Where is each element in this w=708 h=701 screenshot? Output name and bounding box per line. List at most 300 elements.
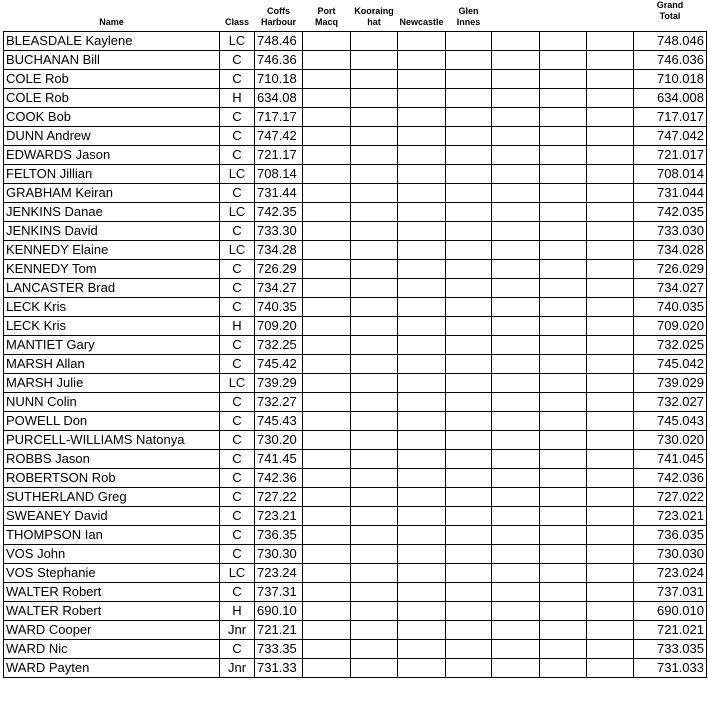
cell-name: BLEASDALE Kaylene [4,32,220,51]
cell-grand-total: 726.029 [634,260,707,279]
cell-grand-total: 730.030 [634,545,707,564]
cell-kooraing-hat [351,184,398,203]
cell-blank-3 [587,127,634,146]
cell-grand-total: 734.028 [634,241,707,260]
cell-grand-total: 740.035 [634,298,707,317]
cell-grand-total: 690.010 [634,602,707,621]
cell-newcastle [398,526,446,545]
cell-port-macq [303,89,351,108]
cell-blank-3 [587,70,634,89]
cell-kooraing-hat [351,260,398,279]
cell-name: WARD Nic [4,640,220,659]
table-row [4,336,707,355]
cell-kooraing-hat [351,583,398,602]
cell-coffs-harbour: 721.17 [255,146,303,165]
cell-grand-total: 710.018 [634,70,707,89]
cell-newcastle [398,431,446,450]
cell-blank-1 [492,507,540,526]
cell-blank-2 [540,469,587,488]
cell-glen-innes [446,279,492,298]
cell-grand-total: 741.045 [634,450,707,469]
cell-port-macq [303,108,351,127]
table-row [4,488,707,507]
cell-blank-2 [540,412,587,431]
cell-newcastle [398,469,446,488]
cell-blank-3 [587,659,634,678]
table-row [4,241,707,260]
cell-blank-2 [540,564,587,583]
cell-coffs-harbour: 730.30 [255,545,303,564]
cell-grand-total: 730.020 [634,431,707,450]
cell-coffs-harbour: 717.17 [255,108,303,127]
cell-kooraing-hat [351,640,398,659]
cell-newcastle [398,165,446,184]
cell-grand-total: 709.020 [634,317,707,336]
cell-blank-3 [587,32,634,51]
cell-coffs-harbour: 732.27 [255,393,303,412]
cell-blank-2 [540,222,587,241]
cell-newcastle [398,621,446,640]
cell-blank-3 [587,412,634,431]
cell-grand-total: 742.036 [634,469,707,488]
table-row [4,184,707,203]
table-row [4,526,707,545]
cell-kooraing-hat [351,51,398,70]
cell-class: C [220,260,255,279]
cell-glen-innes [446,545,492,564]
cell-coffs-harbour: 727.22 [255,488,303,507]
cell-newcastle [398,108,446,127]
cell-blank-1 [492,621,540,640]
cell-blank-2 [540,602,587,621]
header-kooraing-hat: Kooraing hat [354,6,394,27]
cell-kooraing-hat [351,165,398,184]
cell-grand-total: 748.046 [634,32,707,51]
cell-glen-innes [446,640,492,659]
cell-blank-3 [587,450,634,469]
cell-blank-3 [587,298,634,317]
cell-glen-innes [446,32,492,51]
cell-newcastle [398,602,446,621]
cell-grand-total: 746.036 [634,51,707,70]
table-row [4,640,707,659]
cell-kooraing-hat [351,431,398,450]
cell-port-macq [303,317,351,336]
cell-blank-1 [492,260,540,279]
cell-blank-2 [540,184,587,203]
cell-blank-1 [492,203,540,222]
cell-blank-3 [587,526,634,545]
header-name: Name [99,17,124,27]
table-row [4,260,707,279]
cell-name: ROBERTSON Rob [4,469,220,488]
cell-glen-innes [446,127,492,146]
cell-grand-total: 732.027 [634,393,707,412]
cell-grand-total: 723.024 [634,564,707,583]
cell-coffs-harbour: 710.18 [255,70,303,89]
table-row [4,412,707,431]
cell-newcastle [398,564,446,583]
cell-blank-2 [540,431,587,450]
cell-port-macq [303,32,351,51]
cell-blank-3 [587,89,634,108]
cell-class: C [220,469,255,488]
cell-blank-2 [540,545,587,564]
cell-port-macq [303,279,351,298]
cell-blank-3 [587,393,634,412]
cell-class: C [220,127,255,146]
cell-grand-total: 731.033 [634,659,707,678]
cell-newcastle [398,545,446,564]
cell-coffs-harbour: 739.29 [255,374,303,393]
cell-blank-2 [540,450,587,469]
cell-coffs-harbour: 747.42 [255,127,303,146]
cell-glen-innes [446,450,492,469]
cell-name: LECK Kris [4,317,220,336]
cell-kooraing-hat [351,108,398,127]
cell-blank-2 [540,70,587,89]
cell-coffs-harbour: 721.21 [255,621,303,640]
cell-coffs-harbour: 723.24 [255,564,303,583]
cell-port-macq [303,70,351,89]
cell-class: C [220,336,255,355]
cell-coffs-harbour: 745.42 [255,355,303,374]
cell-name: WARD Payten [4,659,220,678]
cell-class: C [220,355,255,374]
cell-blank-3 [587,203,634,222]
cell-glen-innes [446,108,492,127]
cell-kooraing-hat [351,222,398,241]
cell-grand-total: 721.021 [634,621,707,640]
cell-kooraing-hat [351,146,398,165]
cell-grand-total: 733.035 [634,640,707,659]
cell-blank-1 [492,583,540,602]
cell-blank-2 [540,279,587,298]
cell-name: FELTON Jillian [4,165,220,184]
cell-kooraing-hat [351,203,398,222]
cell-kooraing-hat [351,564,398,583]
cell-class: Jnr [220,659,255,678]
cell-newcastle [398,32,446,51]
table-row [4,450,707,469]
cell-newcastle [398,374,446,393]
header-blank-1 [492,0,540,32]
table-row [4,374,707,393]
cell-blank-1 [492,526,540,545]
cell-grand-total: 708.014 [634,165,707,184]
cell-newcastle [398,222,446,241]
cell-coffs-harbour: 634.08 [255,89,303,108]
table-row [4,127,707,146]
header-row [4,0,707,32]
cell-blank-1 [492,89,540,108]
cell-coffs-harbour: 733.35 [255,640,303,659]
table-row [4,621,707,640]
cell-kooraing-hat [351,89,398,108]
cell-coffs-harbour: 736.35 [255,526,303,545]
cell-glen-innes [446,336,492,355]
cell-name: SWEANEY David [4,507,220,526]
cell-blank-1 [492,127,540,146]
cell-port-macq [303,545,351,564]
cell-glen-innes [446,222,492,241]
cell-newcastle [398,507,446,526]
cell-blank-1 [492,184,540,203]
table-row [4,70,707,89]
cell-class: LC [220,241,255,260]
cell-class: C [220,298,255,317]
cell-glen-innes [446,355,492,374]
cell-blank-1 [492,336,540,355]
cell-coffs-harbour: 709.20 [255,317,303,336]
cell-port-macq [303,488,351,507]
cell-class: H [220,317,255,336]
cell-newcastle [398,583,446,602]
cell-blank-2 [540,317,587,336]
cell-newcastle [398,241,446,260]
cell-class: C [220,507,255,526]
cell-class: C [220,393,255,412]
cell-class: C [220,70,255,89]
cell-coffs-harbour: 734.27 [255,279,303,298]
cell-blank-1 [492,222,540,241]
results-sheet [3,0,707,678]
cell-blank-3 [587,564,634,583]
cell-newcastle [398,450,446,469]
cell-grand-total: 745.043 [634,412,707,431]
cell-port-macq [303,469,351,488]
cell-blank-2 [540,203,587,222]
cell-kooraing-hat [351,279,398,298]
cell-port-macq [303,146,351,165]
cell-kooraing-hat [351,602,398,621]
cell-name: GRABHAM Keiran [4,184,220,203]
cell-blank-1 [492,317,540,336]
table-row [4,89,707,108]
cell-name: KENNEDY Tom [4,260,220,279]
cell-blank-2 [540,241,587,260]
cell-newcastle [398,146,446,165]
cell-blank-3 [587,279,634,298]
cell-port-macq [303,51,351,70]
cell-class: C [220,146,255,165]
cell-newcastle [398,659,446,678]
cell-blank-2 [540,374,587,393]
table-row [4,355,707,374]
cell-name: NUNN Colin [4,393,220,412]
cell-blank-2 [540,621,587,640]
cell-blank-2 [540,32,587,51]
cell-blank-3 [587,355,634,374]
cell-blank-1 [492,70,540,89]
cell-class: C [220,583,255,602]
cell-blank-1 [492,51,540,70]
cell-blank-1 [492,640,540,659]
cell-port-macq [303,526,351,545]
table-row [4,222,707,241]
cell-glen-innes [446,317,492,336]
cell-name: POWELL Don [4,412,220,431]
cell-glen-innes [446,526,492,545]
cell-class: LC [220,564,255,583]
cell-blank-2 [540,507,587,526]
cell-blank-3 [587,165,634,184]
cell-newcastle [398,336,446,355]
cell-kooraing-hat [351,393,398,412]
cell-coffs-harbour: 746.36 [255,51,303,70]
cell-blank-3 [587,488,634,507]
cell-blank-2 [540,336,587,355]
cell-newcastle [398,51,446,70]
cell-kooraing-hat [351,317,398,336]
cell-class: H [220,602,255,621]
table-row [4,583,707,602]
cell-grand-total: 734.027 [634,279,707,298]
cell-glen-innes [446,393,492,412]
header-port-macq: Port Macq [314,6,338,27]
cell-coffs-harbour: 723.21 [255,507,303,526]
cell-blank-3 [587,621,634,640]
cell-class: LC [220,203,255,222]
cell-blank-3 [587,336,634,355]
cell-name: WALTER Robert [4,583,220,602]
cell-coffs-harbour: 741.45 [255,450,303,469]
cell-newcastle [398,488,446,507]
cell-kooraing-hat [351,526,398,545]
cell-blank-1 [492,165,540,184]
cell-port-macq [303,602,351,621]
cell-grand-total: 721.017 [634,146,707,165]
cell-name: COLE Rob [4,89,220,108]
cell-name: MARSH Julie [4,374,220,393]
table-row [4,507,707,526]
cell-class: C [220,412,255,431]
cell-blank-3 [587,222,634,241]
cell-grand-total: 736.035 [634,526,707,545]
cell-name: DUNN Andrew [4,127,220,146]
cell-class: LC [220,165,255,184]
cell-class: H [220,89,255,108]
cell-blank-2 [540,260,587,279]
cell-kooraing-hat [351,469,398,488]
table-row [4,431,707,450]
cell-grand-total: 747.042 [634,127,707,146]
cell-glen-innes [446,431,492,450]
cell-kooraing-hat [351,32,398,51]
cell-class: C [220,51,255,70]
cell-blank-2 [540,165,587,184]
cell-class: C [220,431,255,450]
cell-port-macq [303,127,351,146]
cell-blank-3 [587,108,634,127]
cell-newcastle [398,279,446,298]
cell-blank-1 [492,393,540,412]
table-row [4,32,707,51]
cell-blank-2 [540,89,587,108]
cell-name: PURCELL-WILLIAMS Natonya [4,431,220,450]
cell-kooraing-hat [351,70,398,89]
cell-name: VOS John [4,545,220,564]
cell-kooraing-hat [351,412,398,431]
cell-port-macq [303,374,351,393]
cell-newcastle [398,298,446,317]
table-row [4,203,707,222]
cell-port-macq [303,621,351,640]
cell-blank-1 [492,241,540,260]
cell-blank-1 [492,431,540,450]
cell-newcastle [398,70,446,89]
header-grand-total: Grand Total [656,0,684,21]
cell-blank-2 [540,393,587,412]
cell-blank-1 [492,32,540,51]
cell-port-macq [303,260,351,279]
cell-newcastle [398,203,446,222]
table-row [4,51,707,70]
cell-blank-1 [492,450,540,469]
cell-blank-2 [540,298,587,317]
cell-kooraing-hat [351,355,398,374]
cell-kooraing-hat [351,450,398,469]
cell-port-macq [303,184,351,203]
cell-blank-3 [587,317,634,336]
cell-kooraing-hat [351,336,398,355]
cell-blank-1 [492,412,540,431]
header-class: Class [224,17,250,27]
cell-name: MANTIET Gary [4,336,220,355]
cell-class: C [220,279,255,298]
cell-kooraing-hat [351,241,398,260]
cell-blank-3 [587,431,634,450]
cell-blank-2 [540,108,587,127]
table-row [4,165,707,184]
cell-grand-total: 739.029 [634,374,707,393]
cell-blank-2 [540,355,587,374]
cell-class: LC [220,32,255,51]
cell-kooraing-hat [351,621,398,640]
cell-glen-innes [446,241,492,260]
cell-blank-1 [492,564,540,583]
cell-glen-innes [446,564,492,583]
cell-glen-innes [446,165,492,184]
table-row [4,298,707,317]
cell-port-macq [303,393,351,412]
cell-blank-3 [587,545,634,564]
cell-newcastle [398,89,446,108]
cell-grand-total: 717.017 [634,108,707,127]
cell-grand-total: 733.030 [634,222,707,241]
cell-grand-total: 742.035 [634,203,707,222]
table-row [4,279,707,298]
cell-newcastle [398,412,446,431]
cell-blank-1 [492,355,540,374]
cell-class: C [220,184,255,203]
cell-name: SUTHERLAND Greg [4,488,220,507]
cell-kooraing-hat [351,127,398,146]
table-row [4,659,707,678]
cell-grand-total: 745.042 [634,355,707,374]
cell-glen-innes [446,412,492,431]
cell-grand-total: 737.031 [634,583,707,602]
table-row [4,108,707,127]
cell-coffs-harbour: 731.44 [255,184,303,203]
cell-newcastle [398,393,446,412]
cell-newcastle [398,260,446,279]
cell-blank-3 [587,602,634,621]
cell-coffs-harbour: 742.35 [255,203,303,222]
cell-blank-2 [540,659,587,678]
cell-glen-innes [446,659,492,678]
header-blank-3 [587,0,634,32]
